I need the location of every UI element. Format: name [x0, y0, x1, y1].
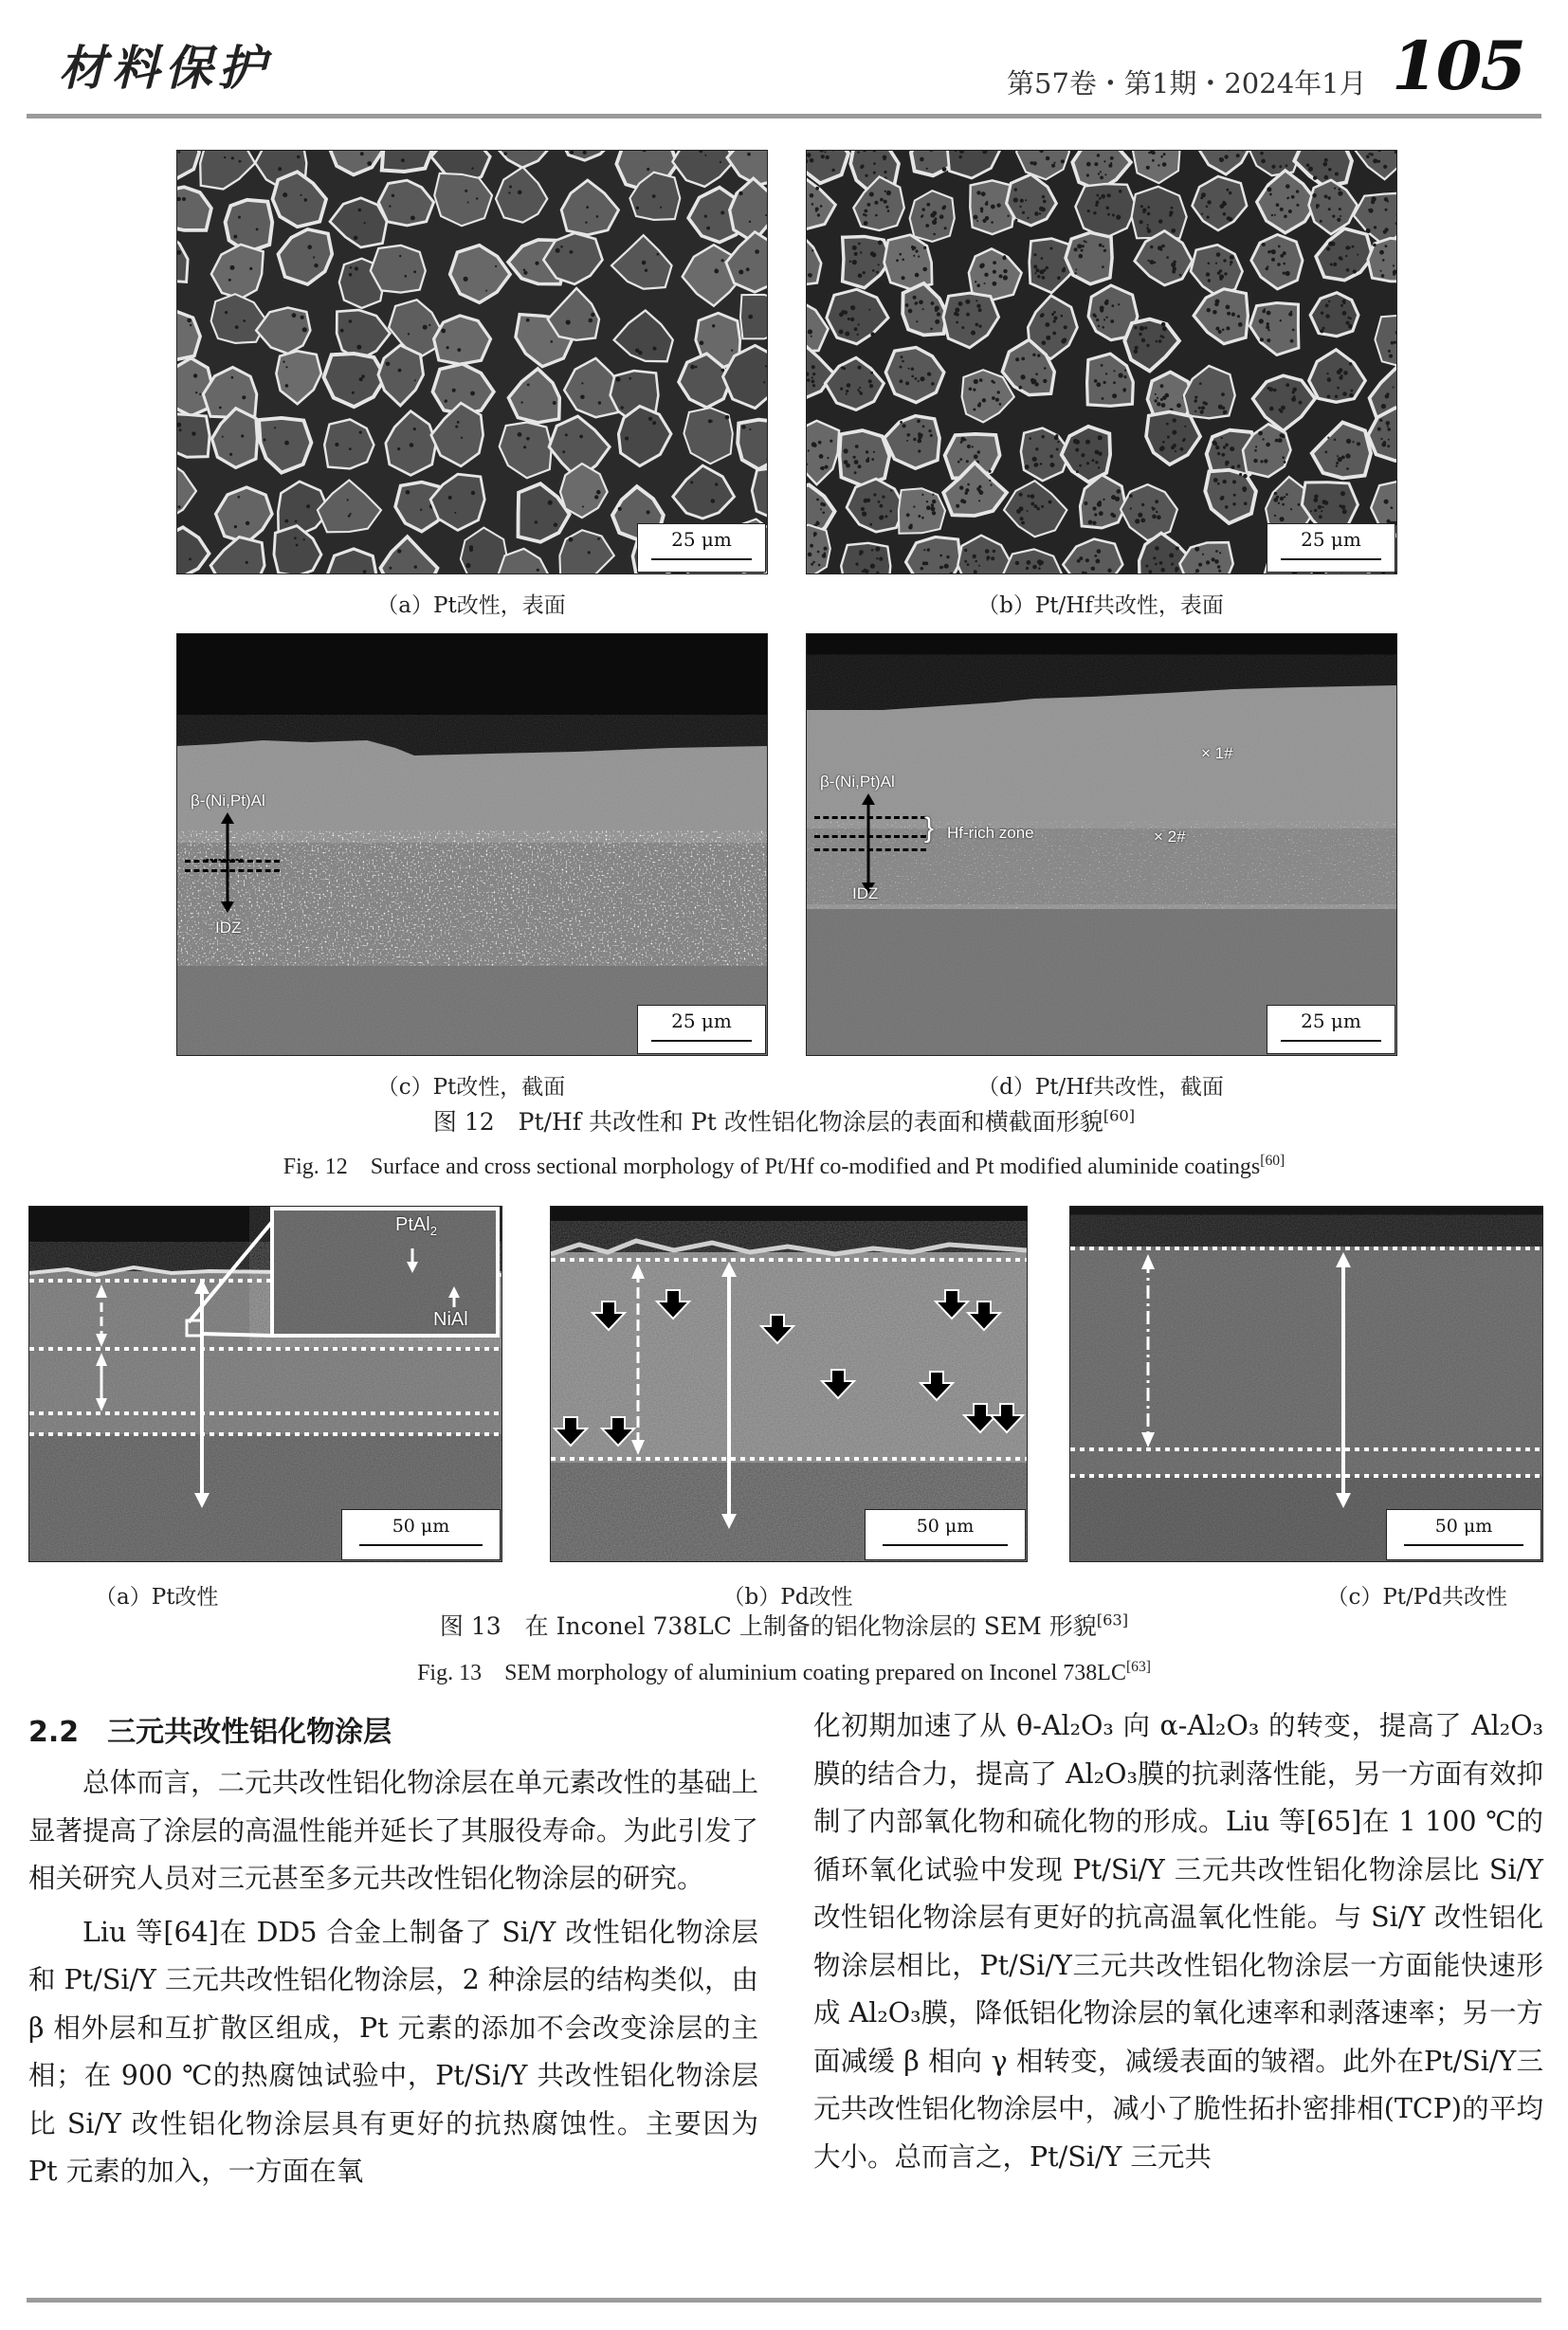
fig12d-thickness-arrow	[854, 793, 883, 894]
fig12d-point1-label: × 1#	[1201, 744, 1233, 762]
fig13a-scale-bar: 50 μm	[341, 1509, 501, 1560]
fig13-caption-en: Fig. 13 SEM morphology of aluminium coating prepared on Inconel 738LC[63]	[417, 1659, 1151, 1685]
fig12a-caption: （a）Pt改性，表面	[376, 593, 566, 618]
fig13a-caption: （a）Pt改性	[95, 1585, 219, 1610]
fig12d-point2-label: × 2#	[1154, 828, 1186, 846]
fig12d-hf-label: Hf-rich zone	[947, 824, 1034, 842]
fig12c-caption: （c）Pt改性，截面	[376, 1075, 566, 1100]
fig12d-beta-label: β-(Ni,Pt)Al	[820, 773, 895, 791]
body-right-column	[813, 1702, 1543, 2181]
fig12d-brace: }	[924, 812, 935, 844]
fig12c-thickness-arrow	[204, 812, 251, 917]
body-paragraph: Liu 等[64]在 DD5 合金上制备了 Si/Y 改性铝化物涂层和 Pt/Si/Y 三元共改性铝化物涂层，2 种涂层的结构类似，由 β 相外层和互扩散区组成，Pt 元素的添加不会改变涂层的主相；在 900 ℃的热腐蚀试验中，Pt/Si/Y 共改性铝化物涂层比 Si/Y 改性铝化物涂层具有更好的抗热腐蚀性。主要因为 Pt 元素的加入，一方面在氧	[28, 1916, 758, 2187]
fig12-panel-d-image	[806, 633, 1397, 1056]
issue-info: 第57卷・第1期・2024年1月	[1007, 67, 1367, 100]
fig12d-scale-bar: 25 μm	[1267, 1005, 1395, 1054]
fig12d-caption: （d）Pt/Hf共改性，截面	[977, 1075, 1224, 1100]
journal-logo: 材料保护	[59, 40, 271, 96]
fig12-caption-en: Fig. 12 Surface and cross sectional morphology of Pt/Hf co-modified and Pt modified aluminide coatings[60]	[283, 1153, 1285, 1179]
fig12-panel-a-image	[176, 150, 768, 574]
fig13a-nial-label: NiAl	[433, 1309, 468, 1330]
fig13c-caption: （c）Pt/Pd共改性	[1326, 1585, 1507, 1610]
fig12c-scale-bar: 25 μm	[637, 1005, 766, 1054]
fig13c-scale-bar: 50 μm	[1386, 1509, 1541, 1560]
fig13a-ptal2-label: PtAl$_2$	[395, 1214, 437, 1238]
fig12a-scale-bar: 25 μm	[637, 523, 766, 573]
fig13b-scale-bar: 50 μm	[865, 1509, 1026, 1560]
fig12-caption-cn: 图 12 Pt/Hf 共改性和 Pt 改性铝化物涂层的表面和横截面形貌[60]	[432, 1106, 1136, 1136]
fig12-panel-b-image	[806, 150, 1397, 574]
body-left-column	[28, 1759, 758, 2196]
page-number: 105	[1392, 27, 1525, 105]
fig12c-idz-label: IDZ	[215, 919, 242, 937]
fig12b-scale-bar: 25 μm	[1267, 523, 1395, 573]
body-paragraph: 总体而言，二元共改性铝化物涂层在单元素改性的基础上显著提高了涂层的高温性能并延长了其服役寿命。为此引发了相关研究人员对三元甚至多元共改性铝化物涂层的研究。	[28, 1767, 758, 1894]
section-title: 2.2 三元共改性铝化物涂层	[28, 1716, 392, 1749]
header-rule	[27, 114, 1541, 118]
fig13b-caption: （b）Pd改性	[722, 1585, 853, 1610]
fig12c-dash-line	[185, 860, 280, 863]
fig12c-beta-label: β-(Ni,Pt)Al	[191, 792, 265, 810]
body-paragraph: 化初期加速了从 θ-Al₂O₃ 向 α-Al₂O₃ 的转变，提高了 Al₂O₃膜的结合力，提高了 Al₂O₃膜的抗剥落性能，另一方面有效抑制了内部氧化物和硫化物的形成。Liu 等[65]在 1 100 ℃的循环氧化试验中发现 Pt/Si/Y 三元共改性铝化物涂层比 Si/Y 改性铝化物涂层有更好的抗高温氧化性能。与 Si/Y 改性铝化物涂层相比，Pt/Si/Y三元共改性铝化物涂层一方面能快速形成 Al₂O₃膜，降低铝化物涂层的氧化速率和剥落速率；另一方面减缓 β 相向 γ 相转变，减缓表面的皱褶。此外在Pt/Si/Y三元共改性铝化物涂层中，减小了脆性拓扑密排相(TCP)的平均大小。总而言之，Pt/Si/Y 三元共	[813, 1710, 1543, 2173]
fig12b-caption: （b）Pt/Hf共改性，表面	[977, 593, 1224, 618]
footer-rule	[27, 2298, 1541, 2303]
fig12d-idz-label: IDZ	[852, 884, 879, 902]
fig12c-dash-line	[185, 869, 280, 872]
fig12-panel-c-image	[176, 633, 768, 1056]
fig13-caption-cn: 图 13 在 Inconel 738LC 上制备的铝化物涂层的 SEM 形貌[63]	[439, 1611, 1129, 1640]
